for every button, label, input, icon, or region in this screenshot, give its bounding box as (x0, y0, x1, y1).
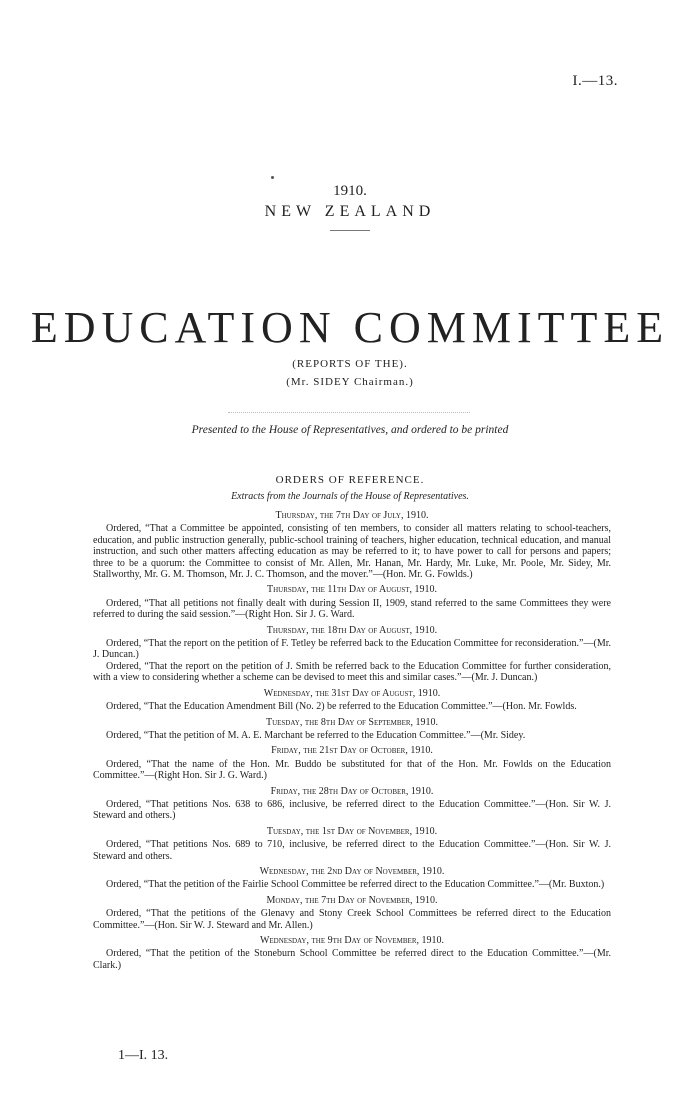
document-subtitle: (REPORTS OF THE). (292, 358, 408, 370)
order-date: Tuesday, the 1st Day of November, 1910. (266, 825, 438, 837)
order-text: Ordered, “That petitions Nos. 689 to 710, inclusive, be referred direct to the Education Committee.”—(Hon. Sir W. J. Steward and others. (93, 839, 611, 862)
order-text: Ordered, “That the Education Amendment Bill (No. 2) be referred to the Education Committee.”—(Hon. Mr. Fowlds. (106, 701, 577, 713)
order-date: Wednesday, the 31st Day of August, 1910. (263, 687, 441, 699)
order-text: Ordered, “That the petition of the Stoneburn School Committee be referred direct to the Education Committee.”—(Mr. Clark.) (93, 948, 611, 971)
country: NEW ZEALAND (264, 203, 436, 220)
title-rule (330, 230, 370, 231)
order-date: Thursday, the 11th Day of August, 1910. (266, 584, 437, 596)
order-text: Ordered, “That the report on the petition of F. Tetley be referred back to the Education Committee for reconsideration.”—(Mr. J. Duncan.) (93, 638, 611, 661)
order-date: Monday, the 7th Day of November, 1910. (266, 894, 438, 906)
presented-rule (228, 412, 470, 413)
order-text: Ordered, “That the petition of M. A. E. Marchant be referred to the Education Committee.”—(Mr. Sidey. (106, 729, 526, 741)
order-date: Thursday, the 18th Day of August, 1910. (266, 624, 438, 636)
order-text: Ordered, “That petitions Nos. 638 to 686, inclusive, be referred direct to the Education Committee.”—(Hon. Sir W. J. Steward and others.) (93, 798, 611, 822)
order-text: Ordered, “That the petitions of the Glenavy and Stony Creek School Committees be referred direct to the Education Committee.”—(Hon. Sir W. J. Steward and Mr. Allen.) (93, 908, 611, 931)
chairman-line: (Mr. SIDEY Chairman.) (286, 376, 414, 388)
ink-dot (271, 176, 274, 179)
orders-list (93, 506, 611, 971)
order-date: Friday, the 21st Day of October, 1910. (271, 745, 433, 757)
order-date: Wednesday, the 9th Day of November, 1910. (259, 935, 445, 946)
order-text: Ordered, “That a Committee be appointed, consisting of ten members, to consider all matters relating to school-teachers, education, and public instruction generally, public-school training of teachers, higher education, technical education, and manual instruction, and such other matters affecting education as may be referred to it; to have power to call for persons and papers; three to be a quorum: the Committee to consist of Mr. Allen, Mr. Hanan, Mr. Hardy, Mr. Luke, Mr. Poole, Mr. Sidey, Mr. Stallworthy, Mr. G. M. Thomson, Mr. J. C. Thomson, and the mover.”—(Hon. Mr. G. Fowlds.) (93, 523, 611, 581)
extracts-line: Extracts from the Journals of the House of Representatives. (231, 491, 469, 502)
order-date: Thursday, the 7th Day of July, 1910. (275, 510, 429, 521)
year: 1910. (333, 183, 367, 199)
order-text: Ordered, “That all petitions not finally dealt with during Session II, 1909, stand referred to the same Committees they were referred to during the said session.”—(Right Hon. Sir J. G. Ward. (93, 597, 611, 621)
presented-line: Presented to the House of Representatives, and ordered to be printed (191, 424, 509, 436)
order-text: Ordered, “That the petition of the Fairlie School Committee be referred direct to the Education Committee.”—(Mr. Buxton.) (106, 879, 605, 891)
order-date: Wednesday, the 2nd Day of November, 1910. (259, 865, 445, 877)
order-date: Tuesday, the 8th Day of September, 1910. (265, 716, 439, 728)
orders-heading: ORDERS OF REFERENCE. (275, 474, 425, 486)
signature-code: 1—I. 13. (118, 1048, 169, 1063)
document-title: EDUCATION COMMITTEE (30, 303, 670, 352)
page-code: I.—13. (572, 73, 618, 89)
order-date: Friday, the 28th Day of October, 1910. (270, 785, 434, 797)
order-text: Ordered, “That the name of the Hon. Mr. Buddo be substituted for that of the Hon. Mr. Fowlds on the Education Committee.”—(Right Hon. Sir J. G. Ward.) (93, 758, 611, 782)
order-text: Ordered, “That the report on the petition of J. Smith be referred back to the Education Committee for further consideration, with a view to considering whether a scheme can be devised to meet this and similar cases.”—(Mr. J. Duncan.) (93, 660, 611, 684)
